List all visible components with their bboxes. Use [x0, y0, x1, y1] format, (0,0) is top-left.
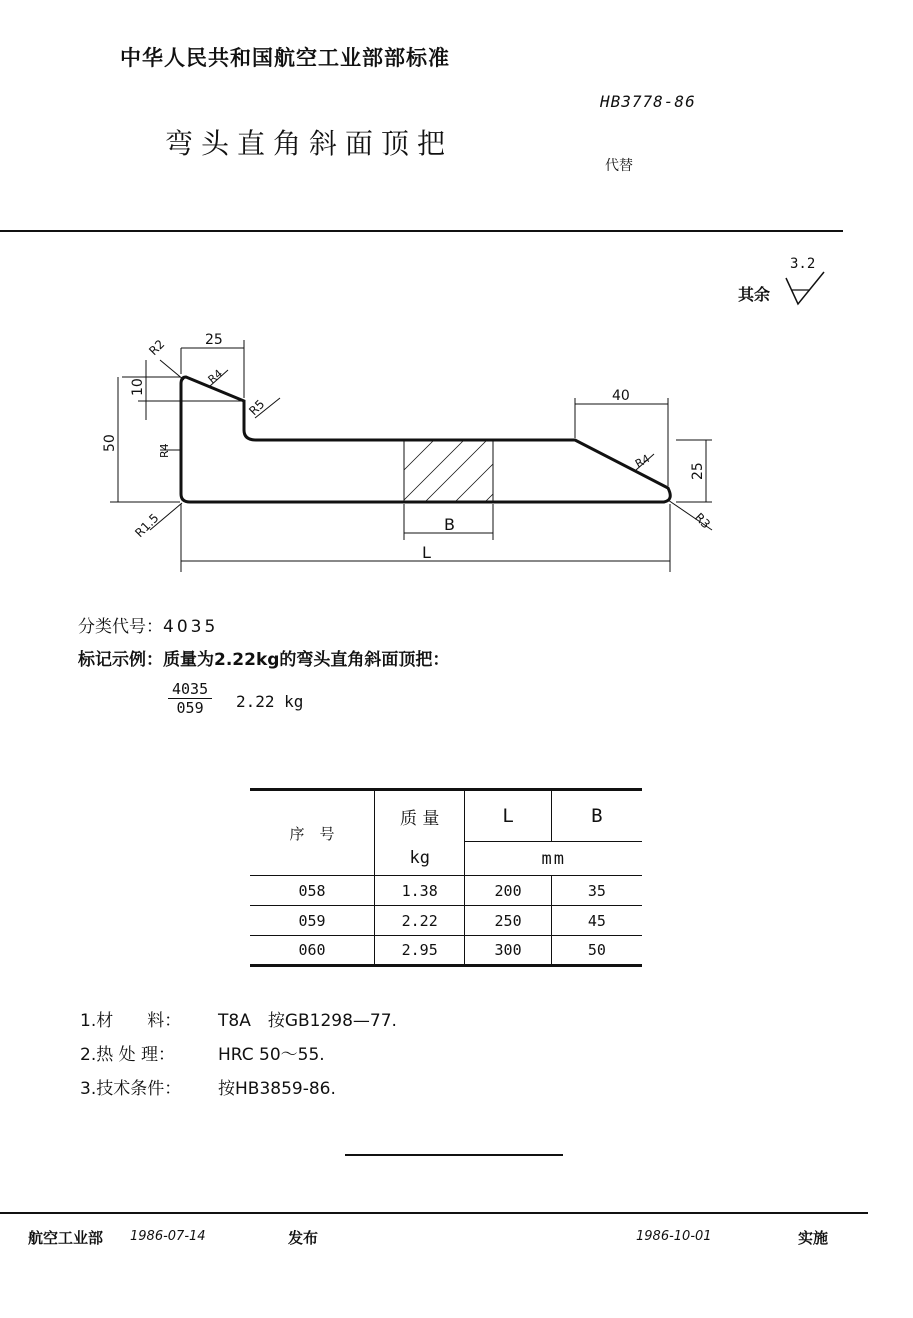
note-value: HRC 50～55.: [218, 1045, 325, 1065]
cell-seq: 060: [250, 936, 374, 966]
dim-40: 40: [612, 388, 630, 404]
footer-issue-date: 1986-07-14: [130, 1229, 206, 1244]
radius-r5: R5: [246, 396, 268, 419]
roughness-value: 3.2: [790, 256, 816, 272]
note-material: [80, 1006, 397, 1031]
dim-25-right: 25: [690, 462, 706, 480]
note-value: T8A 按GB1298—77.: [218, 1011, 397, 1031]
marking-example-line: [78, 645, 449, 670]
footer-issue-word: 发布: [288, 1229, 319, 1247]
cell-seq: 058: [250, 876, 374, 906]
dim-50: 50: [102, 434, 118, 452]
footer-issuer: 航空工业部: [28, 1229, 104, 1247]
radius-r15: R1.5: [132, 510, 162, 541]
cell-L: 300: [465, 936, 551, 966]
cell-mass: 2.95: [374, 936, 464, 966]
header-mass: 质 量: [374, 790, 464, 842]
footer-implementation-word: 实施: [798, 1229, 829, 1247]
spec-table: [250, 788, 642, 967]
header-seq: 序 号: [250, 790, 374, 876]
note-value: 按HB3859-86.: [218, 1079, 336, 1099]
table-row: [250, 876, 642, 906]
marking-text: 质量为2.22kg的弯头直角斜面顶把：: [163, 650, 450, 670]
roughness-label: 其余: [738, 285, 771, 304]
radius-r4-top: R4: [205, 366, 226, 387]
note-technical-conditions: [80, 1074, 336, 1099]
note-heat-treatment: [80, 1040, 325, 1065]
classification-label: 分类代号：: [78, 617, 163, 637]
cell-mass: 1.38: [374, 876, 464, 906]
classification-line: [78, 612, 218, 637]
fraction-numerator: 4035: [168, 680, 212, 699]
cell-B: 35: [551, 876, 642, 906]
header-B: B: [551, 790, 642, 842]
note-label: 1.材 料：: [80, 1011, 182, 1031]
end-divider: [345, 1154, 563, 1156]
header-L: L: [465, 790, 551, 842]
radius-r3: R3: [691, 510, 714, 532]
radius-r4-left: R4: [158, 443, 171, 458]
cell-mass: 2.22: [374, 906, 464, 936]
header-length-unit: mm: [465, 842, 642, 876]
dim-B: B: [444, 515, 455, 534]
replaces-label: 代替: [605, 158, 633, 174]
note-label: 2.热 处 理：: [80, 1045, 176, 1065]
fraction-denominator: 059: [176, 699, 204, 717]
cell-B: 50: [587, 941, 606, 959]
classification-code: 4035: [163, 617, 219, 637]
dim-10: 10: [130, 378, 146, 396]
header-mass-unit: kg: [374, 842, 464, 876]
cell-L: 250: [465, 906, 551, 936]
part-drawing: [0, 0, 913, 600]
footer-divider: [0, 1212, 868, 1214]
radius-r4-slope: R4: [633, 452, 653, 471]
dim-L: L: [422, 543, 431, 562]
dim-25-top: 25: [205, 332, 223, 348]
issuing-organization: 中华人民共和国航空工业部部标准: [120, 46, 450, 70]
document-title: 弯头直角斜面顶把: [165, 127, 454, 160]
table-row: [250, 936, 642, 966]
marking-label: 标记示例：: [78, 650, 163, 670]
cell-B: 45: [551, 906, 642, 936]
marking-mass: 2.22 kg: [236, 692, 304, 711]
footer-implementation-date: 1986-10-01: [636, 1229, 712, 1244]
marking-fraction: [168, 680, 212, 717]
note-label: 3.技术条件：: [80, 1079, 182, 1099]
cell-L: 200: [465, 876, 551, 906]
table-row: [250, 906, 642, 936]
standard-number: HB3778-86: [600, 92, 696, 111]
radius-r2: R2: [146, 336, 168, 359]
cell-seq: 059: [250, 906, 374, 936]
